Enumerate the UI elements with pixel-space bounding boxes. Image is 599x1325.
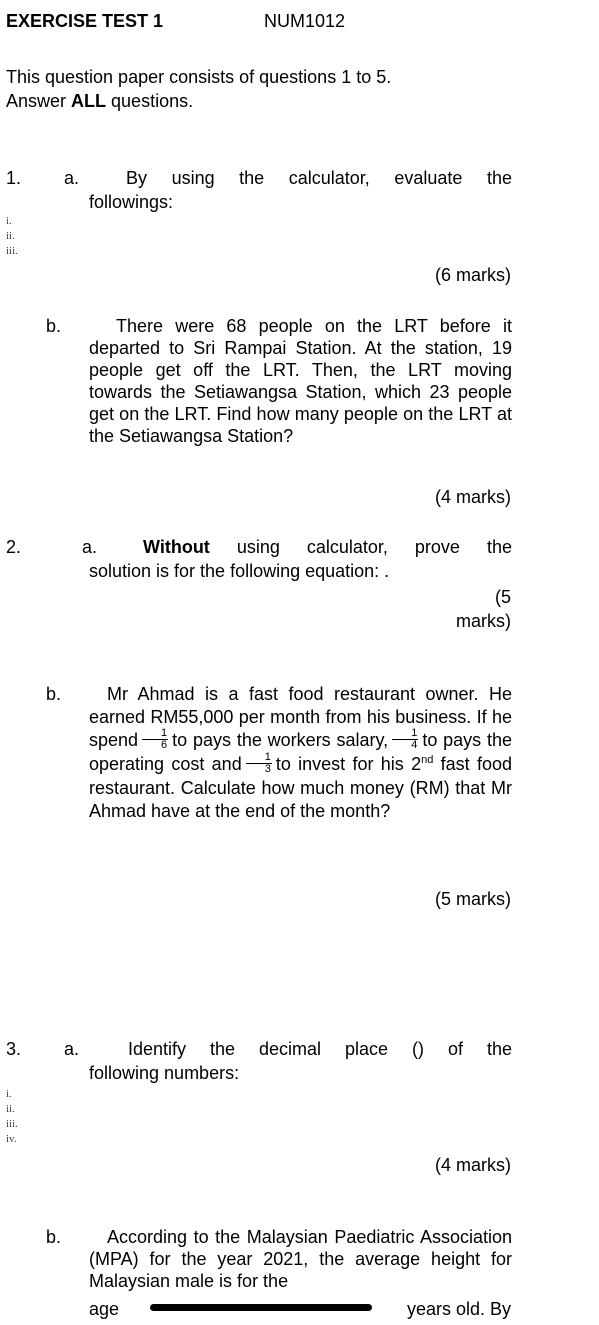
intro-line-1: This question paper consists of questions 1 to 5. xyxy=(6,67,392,87)
q3b-last-right: years old. By xyxy=(406,1299,511,1319)
fraction-one-third: $\frac{1}{3}$ xyxy=(246,752,272,775)
q2b-text: Mr Ahmad is a fast food restaurant owner. He earned RM55,000 per month from his business. If he spend $\frac{1}{6}$ to pays the workers salary, $\frac{1}{4}$ to pays the operating cost and $\frac{1}{3}$ to invest for his 2nd fast food restaurant. Calculate how much money (RM) that Mr Ahmad have at the end of the month? xyxy=(89,684,513,821)
course-code: NUM1012 xyxy=(264,11,346,31)
q3b-last-left: age xyxy=(89,1299,120,1319)
intro-line-2: Answer ALL questions. xyxy=(6,91,194,111)
fraction-one-sixth: $\frac{1}{6}$ xyxy=(142,728,168,751)
q3b-label: b. xyxy=(46,1227,62,1247)
q1b-label: b. xyxy=(46,316,62,336)
q1a-marks: (6 marks) xyxy=(435,265,511,285)
q1b-text: There were 68 people on the LRT before it departed to Sri Rampai Station. At the station, 19 people get off the LRT. Then, the LRT moving towards the Setiawangsa Station, which 23 people get on the LRT. Find how many people on the LRT at the Setiawangsa Station? xyxy=(89,316,512,446)
exam-title: EXERCISE TEST 1 xyxy=(6,11,164,31)
q1a-text-line-1: By using the calculator, evaluate the xyxy=(126,168,512,188)
q3a-item-ii: ii. xyxy=(6,1103,15,1115)
q2b-marks: (5 marks) xyxy=(435,889,511,909)
q3a-item-iv: iv. xyxy=(6,1133,17,1145)
q1a-item-i: i. xyxy=(6,215,12,227)
q3a-text-line-2: following numbers: xyxy=(89,1063,240,1083)
q3-number: 3. xyxy=(6,1039,22,1059)
q3a-label: a. xyxy=(64,1039,80,1059)
q3a-marks: (4 marks) xyxy=(435,1155,511,1175)
q1-number: 1. xyxy=(6,168,22,188)
redaction-bar xyxy=(150,1304,372,1311)
q1a-label: a. xyxy=(64,168,80,188)
fraction-one-quarter: $\frac{1}{4}$ xyxy=(392,728,418,751)
q1a-text-line-2: followings: xyxy=(89,192,174,212)
q2a-marks-line-1: (5 xyxy=(494,587,511,607)
q3a-item-iii: iii. xyxy=(6,1118,18,1130)
q2a-label: a. xyxy=(82,537,98,557)
q2-number: 2. xyxy=(6,537,22,557)
q3b-text: According to the Malaysian Paediatric Association (MPA) for the year 2021, the average height for Malaysian male is for the xyxy=(89,1227,512,1291)
q2b-label: b. xyxy=(46,684,62,704)
q3a-text-line-1: Identify the decimal place () of the xyxy=(128,1039,512,1059)
q1a-item-ii: ii. xyxy=(6,230,15,242)
q3a-item-i: i. xyxy=(6,1088,12,1100)
q2a-text-line-2: solution is for the following equation: . xyxy=(89,561,390,581)
q1b-marks: (4 marks) xyxy=(435,487,511,507)
q2a-marks-line-2: marks) xyxy=(456,611,511,631)
q1a-item-iii: iii. xyxy=(6,245,18,257)
q2a-text-line-1: Without using calculator, prove the xyxy=(143,537,512,557)
